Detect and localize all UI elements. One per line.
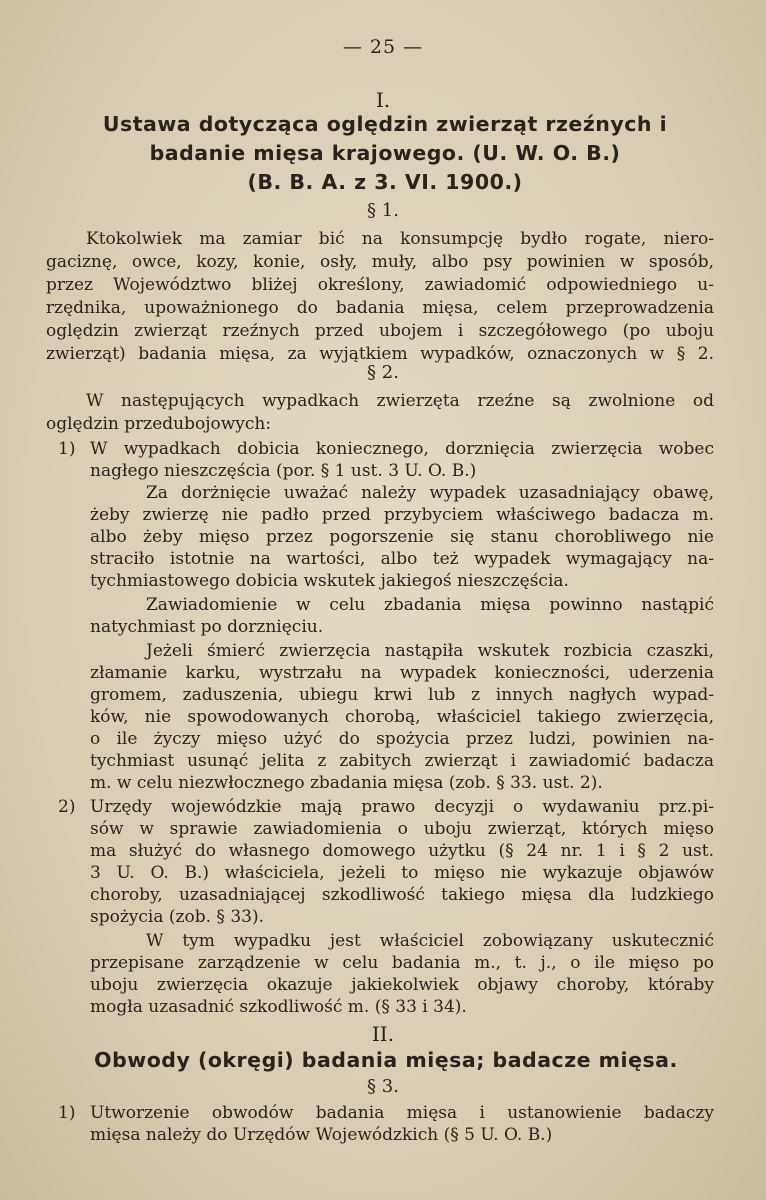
text-line: albo żeby mięso przez pogorszenie się stanu chorobliwego nie [90, 527, 714, 547]
text-line: straciło istotnie na wartości, albo też wypadek wymagający na- [90, 549, 714, 569]
text-line: spożycia (zob. § 33). [90, 907, 264, 927]
title-line: (B. B. A. z 3. VI. 1900.) [247, 170, 523, 194]
section-2-title: Obwody (okręgi) badania mięsa; badacze mięsa. [94, 1048, 678, 1072]
text-line: przez Województwo bliżej określony, zawiadomić odpowiedniego u- [46, 275, 714, 295]
item-marker: 1) [58, 439, 76, 459]
text-line: natychmiast po dorznięciu. [90, 617, 324, 637]
text-line: Utworzenie obwodów badania mięsa i ustanowienie badaczy [90, 1103, 714, 1123]
section-1-title [40, 110, 730, 197]
text-line: sów w sprawie zawiadomienia o uboju zwierząt, których mięso [90, 819, 714, 839]
paragraph-2-heading: § 2. [367, 362, 399, 383]
text-line: gromem, zaduszenia, ubiegu krwi lub z innych nagłych wypad- [90, 685, 714, 705]
text-line: przepisane zarządzenie w celu badania m., t. j., o ile mięso po [90, 953, 714, 973]
text-line: Urzędy wojewódzkie mają prawo decyzji o wydawaniu prz.pi- [90, 797, 714, 817]
text-line: 3 U. O. B.) właściciela, jeżeli to mięso nie wykazuje objawów [90, 863, 714, 883]
text-line: choroby, uzasadniającej szkodliwość takiego mięsa dla ludzkiego [90, 885, 714, 905]
text-line: oględzin przedubojowych: [46, 414, 272, 434]
text-line: m. w celu niezwłocznego zbadania mięsa (zob. § 33. ust. 2). [90, 773, 603, 793]
text-line: Ktokolwiek ma zamiar bić na konsumpcję bydło rogate, niero- [86, 229, 714, 249]
text-line: mogła uzasadnić szkodliwość m. (§ 33 i 34). [90, 997, 467, 1017]
text-line: Za dorżnięcie uważać należy wypadek uzasadniający obawę, [146, 483, 714, 503]
page-number: — 25 — [342, 36, 424, 58]
text-line: Zawiadomienie w celu zbadania mięsa powinno nastąpić [146, 595, 714, 615]
text-line: uboju zwierzęcia okazuje jakiekolwiek objawy choroby, któraby [90, 975, 714, 995]
title-line: Ustawa dotycząca oględzin zwierząt rzeźnych i [102, 112, 668, 136]
text-line: ma służyć do własnego domowego użytku (§ 24 nr. 1 i § 2 ust. [90, 841, 714, 861]
paragraph-3-heading: § 3. [367, 1076, 399, 1097]
text-line: oględzin zwierząt rzeźnych przed ubojem i szczegółowego (po uboju [46, 321, 714, 341]
text-line: rzędnika, upoważnionego do badania mięsa, celem przeprowadzenia [46, 298, 714, 318]
text-line: W tym wypadku jest właściciel zobowiązany uskutecznić [146, 931, 714, 951]
paragraph-1-heading: § 1. [367, 200, 399, 221]
section-1-number: I. [375, 88, 391, 112]
text-line: żeby zwierzę nie padło przed przybyciem właściwego badacza m. [90, 505, 714, 525]
text-line: Jeżeli śmierć zwierzęcia nastąpiła wskutek rozbicia czaszki, [146, 641, 714, 661]
section-2-number: II. [371, 1022, 395, 1046]
text-line: o ile życzy mięso użyć do spożycia przez ludzi, powinien na- [90, 729, 714, 749]
text-line: mięsa należy do Urzędów Wojewódzkich (§ 5 U. O. B.) [90, 1125, 553, 1145]
text-line: W wypadkach dobicia koniecznego, dorznięcia zwierzęcia wobec [90, 439, 714, 459]
text-line: tychmiastowego dobicia wskutek jakiegoś nieszczęścia. [90, 571, 569, 591]
text-line: nagłego nieszczęścia (por. § 1 ust. 3 U. O. B.) [90, 461, 477, 481]
text-line: ków, nie spowodowanych chorobą, właściciel takiego zwierzęcia, [90, 707, 714, 727]
text-line: W następujących wypadkach zwierzęta rzeźne są zwolnione od [86, 391, 714, 411]
text-line: tychmiast usunąć jelita z zabitych zwierząt i zawiadomić badacza [90, 751, 714, 771]
text-line: złamanie karku, wystrzału na wypadek konieczności, uderzenia [90, 663, 714, 683]
text-line: gaciznę, owce, kozy, konie, osły, muły, albo psy powinien w sposób, [46, 252, 714, 272]
item-marker: 1) [58, 1103, 76, 1123]
title-line: badanie mięsa krajowego. (U. W. O. B.) [149, 141, 621, 165]
item-marker: 2) [58, 797, 76, 817]
text-line: zwierząt) badania mięsa, za wyjątkiem wypadków, oznaczonych w § 2. [46, 344, 714, 364]
